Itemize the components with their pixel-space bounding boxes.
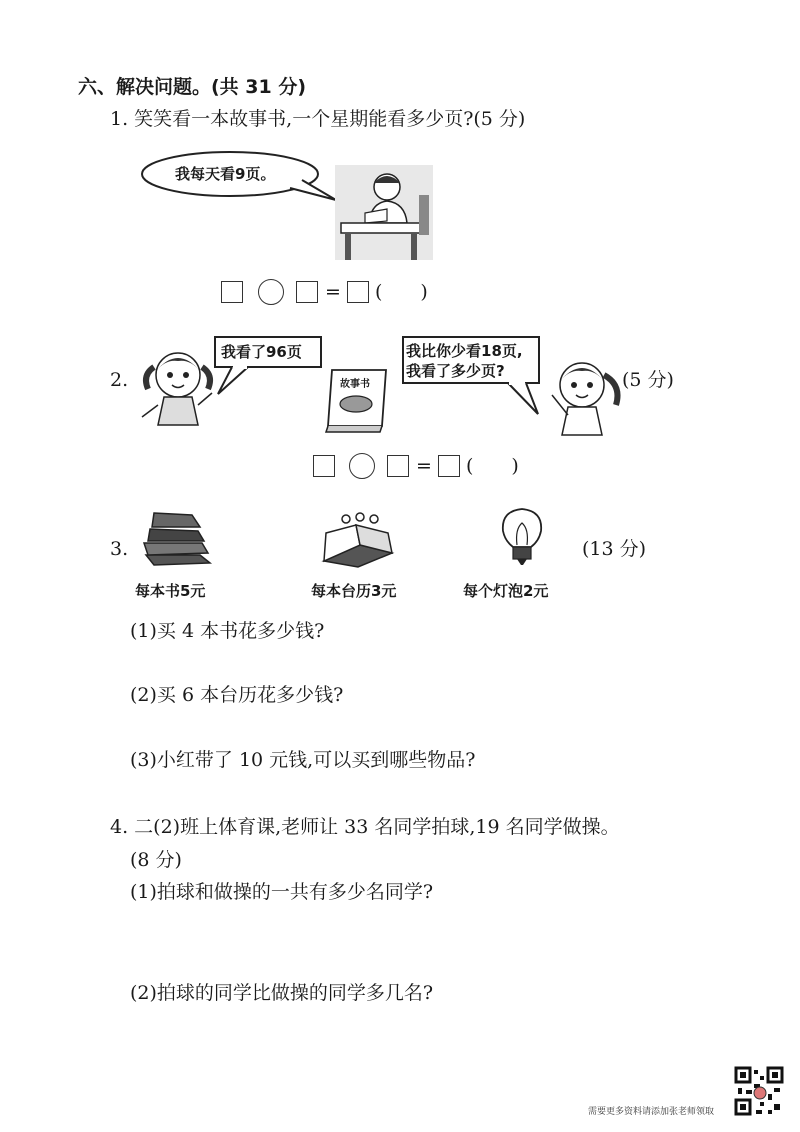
answer-box-1b[interactable] xyxy=(296,281,318,303)
speech-bubble-1-text: 我每天看9页。 xyxy=(175,165,276,183)
equals-sign-2: = xyxy=(416,455,432,477)
caption-desk-calendar: 每本台历3元 xyxy=(311,582,397,600)
answer-box-1c[interactable] xyxy=(347,281,369,303)
books-icon xyxy=(140,505,216,569)
footer-note: 需要更多资料请添加张老师领取 xyxy=(588,1107,715,1117)
question-3-number: 3. xyxy=(110,538,129,560)
question-4-text: 4. 二(2)班上体育课,老师让 33 名同学拍球,19 名同学做操。 xyxy=(110,816,620,838)
question-3-sub-2: (2)买 6 本台历花多少钱? xyxy=(130,684,344,706)
question-1-text: 1. 笑笑看一本故事书,一个星期能看多少页?(5 分) xyxy=(110,108,526,130)
answer-box-2a[interactable] xyxy=(313,455,335,477)
girl-left-illustration xyxy=(138,345,218,430)
unit-paren-2[interactable]: ( ) xyxy=(466,455,519,477)
speech-bubble-2-right-line2: 我看了多少页? xyxy=(406,362,505,380)
answer-box-1a[interactable] xyxy=(221,281,243,303)
operator-circle-2[interactable] xyxy=(349,453,375,479)
speech-bubble-2-right-line1: 我比你少看18页, xyxy=(406,342,523,360)
unit-paren-1[interactable]: ( ) xyxy=(375,281,428,303)
speech-bubble-2-left-text: 我看了96页 xyxy=(221,343,302,361)
desk-calendar-icon xyxy=(320,505,396,569)
operator-circle-1[interactable] xyxy=(258,279,284,305)
boy-reading-illustration xyxy=(335,165,433,260)
storybook-title: 故事书 xyxy=(340,379,370,390)
answer-box-2b[interactable] xyxy=(387,455,409,477)
light-bulb-icon xyxy=(497,505,547,569)
qr-code-icon xyxy=(734,1066,784,1116)
question-2-number: 2. xyxy=(110,369,129,391)
question-4-sub-2: (2)拍球的同学比做操的同学多几名? xyxy=(130,982,434,1004)
question-3-sub-3: (3)小红带了 10 元钱,可以买到哪些物品? xyxy=(130,749,476,771)
question-4-sub-1: (1)拍球和做操的一共有多少名同学? xyxy=(130,881,434,903)
equals-sign-1: = xyxy=(325,281,341,303)
question-3-score: (13 分) xyxy=(582,538,647,560)
question-3-sub-1: (1)买 4 本书花多少钱? xyxy=(130,620,325,642)
caption-books: 每本书5元 xyxy=(135,582,206,600)
question-4-score: (8 分) xyxy=(130,849,182,871)
girl-right-illustration xyxy=(542,355,622,440)
question-2-score: (5 分) xyxy=(622,369,674,391)
caption-light-bulb: 每个灯泡2元 xyxy=(463,582,549,600)
section-title: 六、解决问题。(共 31 分) xyxy=(78,76,307,98)
answer-box-2c[interactable] xyxy=(438,455,460,477)
